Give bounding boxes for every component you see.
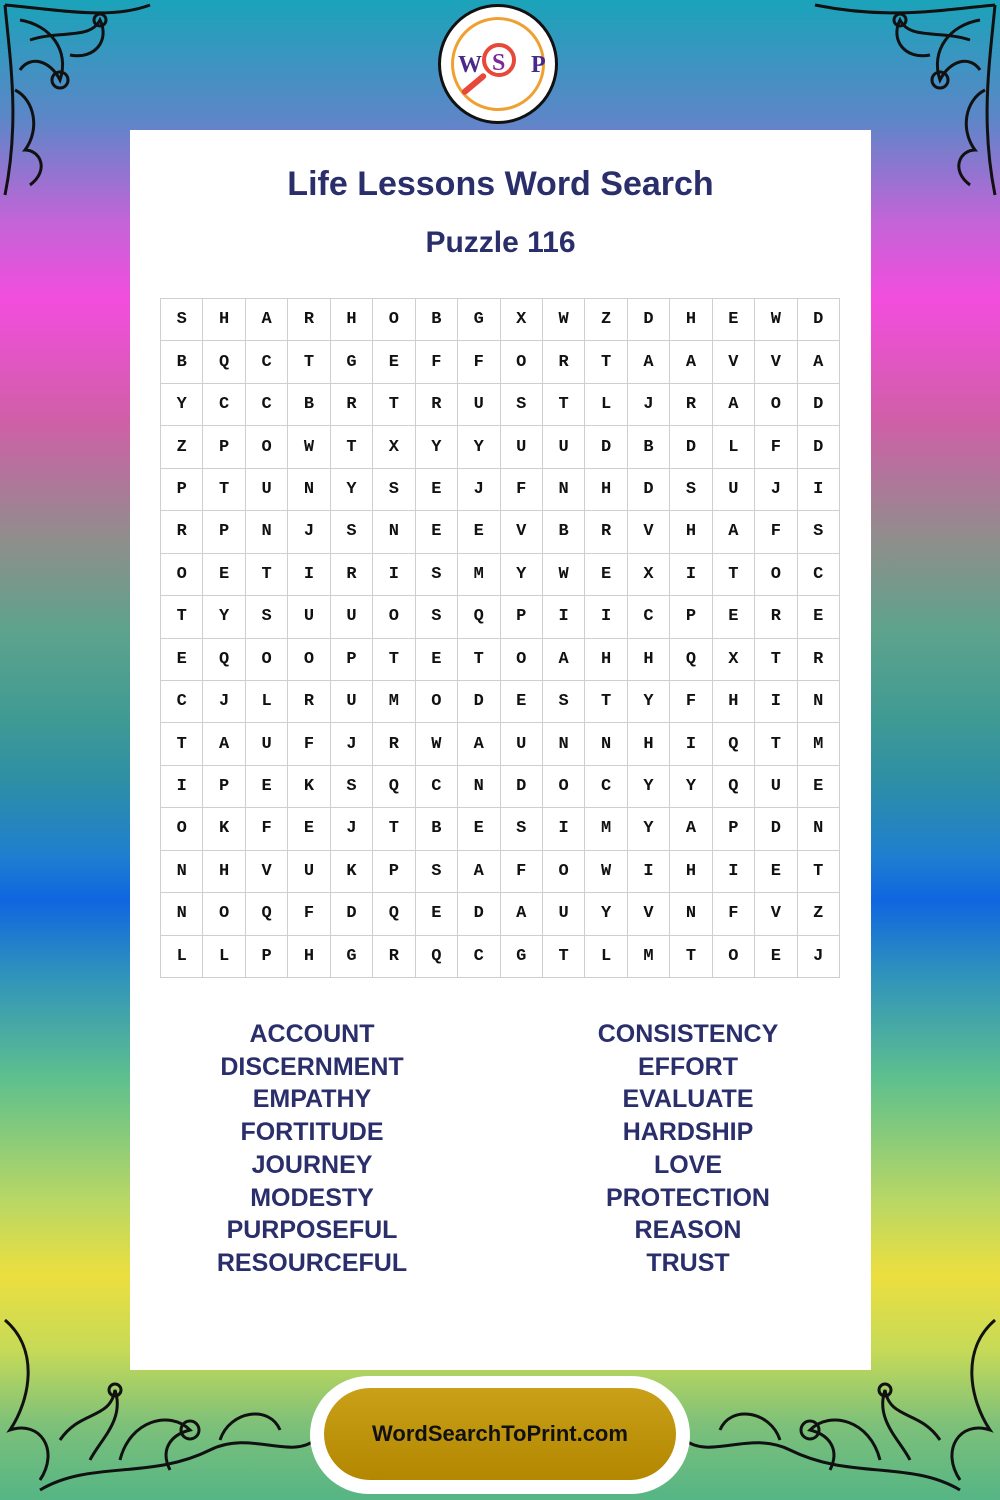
grid-cell[interactable]: L xyxy=(713,426,755,468)
grid-cell[interactable]: W xyxy=(543,554,585,596)
grid-cell[interactable]: R xyxy=(543,341,585,383)
grid-cell[interactable]: F xyxy=(501,469,543,511)
grid-cell[interactable]: S xyxy=(161,299,203,341)
grid-cell[interactable]: R xyxy=(288,681,330,723)
grid-cell[interactable]: X xyxy=(628,554,670,596)
grid-cell[interactable]: L xyxy=(585,384,627,426)
grid-cell[interactable]: P xyxy=(203,426,245,468)
grid-cell[interactable]: R xyxy=(416,384,458,426)
grid-cell[interactable]: A xyxy=(543,639,585,681)
grid-cell[interactable]: V xyxy=(501,511,543,553)
grid-cell[interactable]: N xyxy=(798,808,840,850)
grid-cell[interactable]: X xyxy=(501,299,543,341)
grid-cell[interactable]: T xyxy=(755,723,797,765)
word-list-item: REASON xyxy=(634,1216,742,1245)
grid-cell[interactable]: N xyxy=(670,893,712,935)
grid-cell[interactable]: S xyxy=(416,851,458,893)
grid-cell[interactable]: Y xyxy=(628,766,670,808)
grid-cell[interactable]: H xyxy=(670,299,712,341)
grid-cell[interactable]: D xyxy=(628,299,670,341)
grid-cell[interactable]: A xyxy=(501,893,543,935)
grid-cell[interactable]: T xyxy=(458,639,500,681)
grid-cell[interactable]: Q xyxy=(373,766,415,808)
grid-cell[interactable]: T xyxy=(670,936,712,978)
grid-cell[interactable]: O xyxy=(543,766,585,808)
grid-cell[interactable]: H xyxy=(585,469,627,511)
grid-cell[interactable]: C xyxy=(246,384,288,426)
grid-cell[interactable]: R xyxy=(585,511,627,553)
grid-cell[interactable]: S xyxy=(543,681,585,723)
grid-cell[interactable]: C xyxy=(161,681,203,723)
grid-cell[interactable]: J xyxy=(458,469,500,511)
grid-cell[interactable]: U xyxy=(543,893,585,935)
grid-cell[interactable]: H xyxy=(203,299,245,341)
grid-cell[interactable]: R xyxy=(670,384,712,426)
grid-cell[interactable]: F xyxy=(755,426,797,468)
grid-cell[interactable]: G xyxy=(331,341,373,383)
word-list-left xyxy=(162,1018,462,1280)
grid-cell[interactable]: N xyxy=(798,681,840,723)
grid-cell[interactable]: R xyxy=(331,554,373,596)
word-list-item: CONSISTENCY xyxy=(597,1020,779,1048)
website-link-button[interactable] xyxy=(324,1388,676,1480)
grid-cell[interactable]: R xyxy=(288,299,330,341)
grid-cell[interactable]: U xyxy=(288,851,330,893)
grid-cell[interactable]: C xyxy=(798,554,840,596)
grid-cell[interactable]: E xyxy=(755,851,797,893)
grid-cell[interactable]: D xyxy=(458,893,500,935)
grid-cell[interactable]: N xyxy=(458,766,500,808)
grid-cell[interactable]: C xyxy=(458,936,500,978)
grid-cell[interactable]: L xyxy=(585,936,627,978)
grid-cell[interactable]: E xyxy=(161,639,203,681)
grid-cell[interactable]: U xyxy=(755,766,797,808)
grid-cell[interactable]: P xyxy=(713,808,755,850)
grid-cell[interactable]: S xyxy=(416,596,458,638)
grid-cell[interactable]: S xyxy=(331,766,373,808)
grid-cell[interactable]: Q xyxy=(458,596,500,638)
word-list-item: LOVE xyxy=(653,1150,723,1179)
grid-cell[interactable]: P xyxy=(373,851,415,893)
grid-cell[interactable]: D xyxy=(755,808,797,850)
grid-cell[interactable]: Y xyxy=(670,766,712,808)
grid-cell[interactable]: P xyxy=(246,936,288,978)
grid-cell[interactable]: F xyxy=(246,808,288,850)
grid-cell[interactable]: Q xyxy=(416,936,458,978)
grid-cell[interactable]: O xyxy=(416,681,458,723)
grid-cell[interactable]: N xyxy=(585,723,627,765)
grid-cell[interactable]: M xyxy=(798,723,840,765)
grid-cell[interactable]: P xyxy=(670,596,712,638)
grid-cell[interactable]: Y xyxy=(416,426,458,468)
grid-cell[interactable]: S xyxy=(501,384,543,426)
grid-cell[interactable]: T xyxy=(543,936,585,978)
word-list-right xyxy=(538,1018,838,1280)
grid-cell[interactable]: E xyxy=(416,511,458,553)
grid-cell[interactable]: M xyxy=(458,554,500,596)
grid-cell[interactable]: T xyxy=(331,426,373,468)
grid-cell[interactable]: O xyxy=(755,554,797,596)
grid-cell[interactable]: C xyxy=(585,766,627,808)
grid-cell[interactable]: O xyxy=(203,893,245,935)
grid-cell[interactable]: E xyxy=(713,299,755,341)
grid-cell[interactable]: A xyxy=(798,341,840,383)
grid-cell[interactable]: S xyxy=(416,554,458,596)
grid-cell[interactable]: F xyxy=(416,341,458,383)
puzzle-title: Life Lessons Word Search xyxy=(287,165,714,203)
grid-cell[interactable]: L xyxy=(161,936,203,978)
grid-cell[interactable]: Z xyxy=(585,299,627,341)
grid-cell[interactable]: H xyxy=(203,851,245,893)
grid-cell[interactable]: E xyxy=(798,766,840,808)
grid-cell[interactable]: T xyxy=(373,808,415,850)
word-list-item: HARDSHIP xyxy=(622,1118,754,1147)
grid-cell[interactable]: F xyxy=(458,341,500,383)
grid-cell[interactable]: O xyxy=(713,936,755,978)
grid-cell[interactable]: H xyxy=(628,639,670,681)
grid-cell[interactable]: P xyxy=(501,596,543,638)
grid-cell[interactable]: G xyxy=(501,936,543,978)
word-list-item: RESOURCEFUL xyxy=(216,1248,408,1277)
grid-cell[interactable]: E xyxy=(798,596,840,638)
word-list-item: EMPATHY xyxy=(252,1085,372,1114)
word-list-item: ACCOUNT xyxy=(249,1020,375,1048)
grid-cell[interactable]: I xyxy=(628,851,670,893)
grid-cell[interactable]: B xyxy=(628,426,670,468)
grid-cell[interactable]: F xyxy=(755,511,797,553)
grid-cell[interactable]: D xyxy=(670,426,712,468)
grid-cell[interactable]: S xyxy=(331,511,373,553)
logo-letter-p: P xyxy=(531,52,546,78)
grid-cell[interactable]: A xyxy=(458,851,500,893)
grid-cell[interactable]: K xyxy=(203,808,245,850)
grid-cell[interactable]: J xyxy=(755,469,797,511)
grid-cell[interactable]: D xyxy=(798,426,840,468)
grid-cell[interactable]: Q xyxy=(373,893,415,935)
grid-cell[interactable]: J xyxy=(288,511,330,553)
grid-cell[interactable]: Y xyxy=(585,893,627,935)
grid-cell[interactable]: P xyxy=(203,766,245,808)
grid-cell[interactable]: T xyxy=(585,341,627,383)
grid-cell[interactable]: U xyxy=(458,384,500,426)
grid-cell[interactable]: W xyxy=(416,723,458,765)
grid-cell[interactable]: D xyxy=(501,766,543,808)
grid-cell[interactable]: S xyxy=(798,511,840,553)
website-link-label: WordSearchToPrint.com xyxy=(372,1421,628,1446)
wsp-logo[interactable] xyxy=(438,4,558,124)
grid-cell[interactable]: G xyxy=(331,936,373,978)
grid-cell[interactable]: I xyxy=(373,554,415,596)
grid-cell[interactable]: C xyxy=(203,384,245,426)
grid-cell[interactable]: Q xyxy=(713,723,755,765)
grid-cell[interactable]: E xyxy=(501,681,543,723)
word-list-item: DISCERNMENT xyxy=(220,1052,404,1081)
grid-cell[interactable]: I xyxy=(161,766,203,808)
logo-letter-s: S xyxy=(492,50,506,76)
grid-cell[interactable]: V xyxy=(713,341,755,383)
grid-cell[interactable]: F xyxy=(288,893,330,935)
grid-cell[interactable]: B xyxy=(543,511,585,553)
grid-cell[interactable]: T xyxy=(246,554,288,596)
grid-cell[interactable]: I xyxy=(543,808,585,850)
grid-cell[interactable]: A xyxy=(628,341,670,383)
grid-cell[interactable]: J xyxy=(798,936,840,978)
grid-cell[interactable]: O xyxy=(543,851,585,893)
puzzle-number: Puzzle 116 xyxy=(425,226,576,259)
grid-cell[interactable]: E xyxy=(585,554,627,596)
grid-cell[interactable]: T xyxy=(798,851,840,893)
grid-cell[interactable]: N xyxy=(161,851,203,893)
grid-cell[interactable]: T xyxy=(543,384,585,426)
grid-cell[interactable]: Z xyxy=(798,893,840,935)
grid-cell[interactable]: F xyxy=(288,723,330,765)
grid-cell[interactable]: U xyxy=(713,469,755,511)
grid-cell[interactable]: X xyxy=(713,639,755,681)
grid-cell[interactable]: H xyxy=(331,299,373,341)
grid-cell[interactable]: P xyxy=(161,469,203,511)
word-list-item: MODESTY xyxy=(250,1183,374,1212)
grid-cell[interactable]: O xyxy=(373,596,415,638)
grid-cell[interactable]: Y xyxy=(161,384,203,426)
grid-cell[interactable]: G xyxy=(458,299,500,341)
grid-cell[interactable]: P xyxy=(331,639,373,681)
grid-cell[interactable]: A xyxy=(458,723,500,765)
grid-cell[interactable]: B xyxy=(416,299,458,341)
grid-cell[interactable]: E xyxy=(755,936,797,978)
grid-cell[interactable]: A xyxy=(713,384,755,426)
grid-cell[interactable]: R xyxy=(755,596,797,638)
grid-cell[interactable]: Y xyxy=(331,469,373,511)
grid-cell[interactable]: U xyxy=(543,426,585,468)
grid-cell[interactable]: U xyxy=(288,596,330,638)
grid-cell[interactable]: T xyxy=(373,639,415,681)
grid-cell[interactable]: I xyxy=(288,554,330,596)
grid-cell[interactable]: S xyxy=(246,596,288,638)
grid-cell[interactable]: W xyxy=(585,851,627,893)
grid-cell[interactable]: P xyxy=(203,511,245,553)
grid-cell[interactable]: B xyxy=(288,384,330,426)
grid-cell[interactable]: O xyxy=(501,639,543,681)
grid-cell[interactable]: Q xyxy=(713,766,755,808)
grid-cell[interactable]: H xyxy=(628,723,670,765)
grid-cell[interactable]: E xyxy=(246,766,288,808)
grid-cell[interactable]: A xyxy=(670,341,712,383)
grid-cell[interactable]: U xyxy=(331,596,373,638)
grid-cell[interactable]: N xyxy=(246,511,288,553)
grid-cell[interactable]: T xyxy=(585,681,627,723)
grid-cell[interactable]: O xyxy=(246,426,288,468)
grid-cell[interactable]: D xyxy=(458,681,500,723)
word-list-item: TRUST xyxy=(646,1248,730,1277)
grid-cell[interactable]: Q xyxy=(203,639,245,681)
grid-cell[interactable]: T xyxy=(161,723,203,765)
grid-cell[interactable]: U xyxy=(246,469,288,511)
word-list-item: PURPOSEFUL xyxy=(226,1216,398,1245)
grid-cell[interactable]: I xyxy=(670,723,712,765)
grid-cell[interactable]: E xyxy=(416,639,458,681)
grid-cell[interactable]: F xyxy=(501,851,543,893)
grid-cell[interactable]: V xyxy=(755,893,797,935)
word-list-item: EFFORT xyxy=(638,1052,738,1081)
grid-cell[interactable]: I xyxy=(755,681,797,723)
grid-cell[interactable]: Y xyxy=(458,426,500,468)
grid-cell[interactable]: E xyxy=(288,808,330,850)
grid-cell[interactable]: T xyxy=(161,596,203,638)
grid-cell[interactable]: H xyxy=(713,681,755,723)
grid-cell[interactable]: O xyxy=(161,554,203,596)
grid-cell[interactable]: L xyxy=(246,681,288,723)
grid-cell[interactable]: N xyxy=(161,893,203,935)
grid-cell[interactable]: J xyxy=(331,723,373,765)
grid-cell[interactable]: E xyxy=(203,554,245,596)
grid-cell[interactable]: I xyxy=(798,469,840,511)
grid-cell[interactable]: I xyxy=(543,596,585,638)
grid-cell[interactable]: O xyxy=(288,639,330,681)
grid-cell[interactable]: C xyxy=(416,766,458,808)
grid-cell[interactable]: R xyxy=(798,639,840,681)
word-list-item: JOURNEY xyxy=(251,1150,373,1179)
grid-cell[interactable]: E xyxy=(713,596,755,638)
puzzle-card xyxy=(130,130,871,1370)
grid-cell[interactable]: R xyxy=(161,511,203,553)
grid-cell[interactable]: U xyxy=(501,426,543,468)
grid-cell[interactable]: I xyxy=(585,596,627,638)
grid-cell[interactable]: H xyxy=(585,639,627,681)
grid-cell[interactable]: I xyxy=(713,851,755,893)
grid-cell[interactable]: T xyxy=(713,554,755,596)
grid-cell[interactable]: T xyxy=(203,469,245,511)
grid-cell[interactable]: N xyxy=(288,469,330,511)
grid-cell[interactable]: Q xyxy=(670,639,712,681)
grid-cell[interactable]: B xyxy=(161,341,203,383)
grid-cell[interactable]: D xyxy=(585,426,627,468)
grid-cell[interactable]: S xyxy=(501,808,543,850)
grid-cell[interactable]: L xyxy=(203,936,245,978)
grid-cell[interactable]: O xyxy=(501,341,543,383)
grid-cell[interactable]: M xyxy=(628,936,670,978)
grid-cell[interactable]: V xyxy=(628,511,670,553)
word-list-item: PROTECTION xyxy=(606,1183,770,1212)
grid-cell[interactable]: F xyxy=(670,681,712,723)
grid-cell[interactable]: V xyxy=(628,893,670,935)
grid-cell[interactable]: Y xyxy=(628,681,670,723)
grid-cell[interactable]: N xyxy=(543,469,585,511)
grid-cell[interactable]: A xyxy=(246,299,288,341)
grid-cell[interactable]: C xyxy=(628,596,670,638)
grid-cell[interactable]: M xyxy=(373,681,415,723)
grid-cell[interactable]: M xyxy=(585,808,627,850)
grid-cell[interactable]: D xyxy=(331,893,373,935)
grid-cell[interactable]: D xyxy=(628,469,670,511)
grid-cell[interactable]: U xyxy=(331,681,373,723)
grid-cell[interactable]: K xyxy=(288,766,330,808)
grid-cell[interactable]: E xyxy=(416,469,458,511)
grid-cell[interactable]: I xyxy=(670,554,712,596)
grid-cell[interactable]: Q xyxy=(246,893,288,935)
grid-cell[interactable]: O xyxy=(373,299,415,341)
letter-grid xyxy=(160,298,840,978)
grid-cell[interactable]: B xyxy=(416,808,458,850)
grid-cell[interactable]: R xyxy=(331,384,373,426)
grid-cell[interactable]: W xyxy=(755,299,797,341)
grid-cell[interactable]: Y xyxy=(203,596,245,638)
grid-cell[interactable]: A xyxy=(203,723,245,765)
grid-cell[interactable]: R xyxy=(373,723,415,765)
grid-cell[interactable]: Y xyxy=(501,554,543,596)
grid-cell[interactable]: Z xyxy=(161,426,203,468)
grid-cell[interactable]: T xyxy=(288,341,330,383)
grid-cell[interactable]: S xyxy=(373,469,415,511)
grid-cell[interactable]: K xyxy=(331,851,373,893)
grid-cell[interactable]: J xyxy=(628,384,670,426)
word-list-item: FORTITUDE xyxy=(240,1118,384,1147)
grid-cell[interactable]: R xyxy=(373,936,415,978)
grid-cell[interactable]: Y xyxy=(628,808,670,850)
grid-cell[interactable]: Q xyxy=(203,341,245,383)
grid-cell[interactable]: E xyxy=(373,341,415,383)
grid-cell[interactable]: E xyxy=(458,511,500,553)
logo-letter-w: W xyxy=(458,52,482,78)
grid-cell[interactable]: F xyxy=(713,893,755,935)
grid-cell[interactable]: A xyxy=(713,511,755,553)
grid-cell[interactable]: V xyxy=(246,851,288,893)
grid-cell[interactable]: H xyxy=(670,851,712,893)
grid-cell[interactable]: X xyxy=(373,426,415,468)
grid-cell[interactable]: W xyxy=(543,299,585,341)
grid-cell[interactable]: J xyxy=(203,681,245,723)
grid-cell[interactable]: U xyxy=(246,723,288,765)
grid-cell[interactable]: U xyxy=(501,723,543,765)
grid-cell[interactable]: C xyxy=(246,341,288,383)
grid-cell[interactable]: J xyxy=(331,808,373,850)
grid-cell[interactable]: W xyxy=(288,426,330,468)
grid-cell[interactable]: A xyxy=(670,808,712,850)
grid-cell[interactable]: O xyxy=(161,808,203,850)
word-list-item: EVALUATE xyxy=(622,1085,754,1114)
grid-cell[interactable]: V xyxy=(755,341,797,383)
grid-cell[interactable]: N xyxy=(543,723,585,765)
grid-cell[interactable]: E xyxy=(458,808,500,850)
grid-cell[interactable]: H xyxy=(670,511,712,553)
grid-cell[interactable]: S xyxy=(670,469,712,511)
grid-cell[interactable]: E xyxy=(416,893,458,935)
grid-cell[interactable]: N xyxy=(373,511,415,553)
grid-cell[interactable]: T xyxy=(373,384,415,426)
grid-cell[interactable]: H xyxy=(288,936,330,978)
grid-cell[interactable]: O xyxy=(246,639,288,681)
grid-cell[interactable]: O xyxy=(755,384,797,426)
grid-cell[interactable]: D xyxy=(798,384,840,426)
grid-cell[interactable]: D xyxy=(798,299,840,341)
grid-cell[interactable]: T xyxy=(755,639,797,681)
